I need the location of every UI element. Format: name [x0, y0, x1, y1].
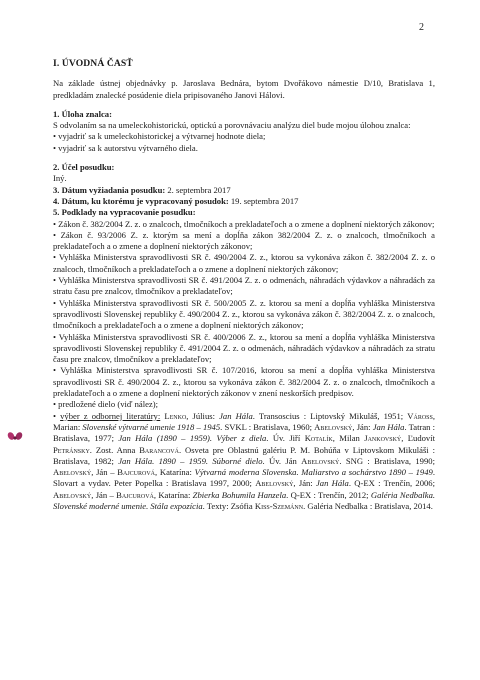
author: Abelovský [53, 467, 92, 478]
book-title: Jan Hála (1890 – 1959). Výber z diela [118, 433, 267, 444]
margin-mark-icon [5, 429, 27, 443]
sources-heading: 5. Podklady na vypracovanie posudku: [53, 207, 196, 218]
source-item: • Vyhláška Ministerstva spravodlivosti SR č. 500/2005 Z. z. ktorou sa mení a dopĺňa vyhláška Ministerstva spravodlivosti Slovenskej republiky č. 490/2004 Z. z., ktorou sa vykonáva zákon č. 382/2004 Z. z. o znalcoch, tlmočníkoch a prekladateľoch a o zmene a doplnení niektorých zákonov; [53, 297, 435, 331]
source-item: • Vyhláška Ministerstva spravodlivosti SR č. 491/2004 Z. z. o odmenách, náhradách výdavkov a náhradách za stratu času pre znalcov, tlmočníkov a prekladateľov; [53, 275, 435, 297]
author: Petránsky [53, 444, 90, 455]
author: Kiss-Szemánn [254, 500, 304, 511]
task-item: • vyjadriť sa k autorstvu výtvarného diela. [53, 142, 198, 153]
author: Lenko [164, 410, 187, 421]
literature-label: výber z odbornej literatúry: [60, 410, 161, 421]
book-title: Jan Hála. 1890 – 1959. Súborné dielo [118, 455, 263, 466]
request-date-heading: 3. Dátum vyžiadania posudku: [53, 184, 166, 195]
intro-paragraph: Na základe ústnej objednávky p. Jaroslava Bednára, bytom Dvořákovo námestie D/10, Bratislava 1, predkladám znalecké posúdenie diela pripisovaného Janovi Hálovi. [53, 78, 435, 100]
task-list [53, 131, 435, 154]
document-body [53, 58, 435, 512]
task-heading: 1. Úloha znalca: [53, 108, 112, 119]
author: Barancová [139, 444, 179, 455]
book-title: Jan Hála [219, 410, 253, 421]
report-date-line [53, 196, 435, 207]
page-number: 2 [419, 22, 424, 33]
task-text: S odvolaním sa na umeleckohistorickú, optickú a porovnávaciu analýzu diel bude mojou úlohou znalca: [53, 120, 411, 131]
book-title: Jan Hála [372, 421, 405, 432]
source-item: • Vyhláška Ministerstva spravodlivosti SR č. 490/2004 Z. z., ktorou sa vykonáva zákon č. 382/2004 Z. z. o znalcoch, tlmočníkoch a prekladateľoch a o zmene a doplnení niektorých zákonov; [53, 252, 435, 274]
author: Bajcurová [117, 467, 156, 478]
source-item: • Vyhláška Ministerstva spravodlivosti SR č. 400/2006 Z. z., ktorou sa mení a dopĺňa vyhláška Ministerstva spravodlivosti Slovenskej republiky č. 491/2004 Z. z. o odmenách, náhradách výdavkov a náhradách za stratu času pre znalcov, tlmočníkov a prekladateľov; [53, 331, 435, 365]
author: Váross [407, 410, 433, 421]
source-item: • Zákon č. 93/2006 Z. z. ktorým sa mení a dopĺňa zákon 382/2004 Z. z. o znalcoch, tlmočníkoch a prekladateľoch a o zmene a doplnení niektorých zákonov; [53, 229, 435, 252]
author: Abelovský [255, 478, 294, 489]
source-item: • Vyhláška Ministerstva spravodlivosti SR č. 107/2016, ktorou sa mení a dopĺňa vyhláška Ministerstva spravodlivosti SR č. 490/2004 Z. z., ktorou sa vykonáva zákon č. 382/2004 Z. z. o znalcoch, tlmočníkoch a prekladateľoch a o zmene a doplnení niektorých zákonov v znení neskorších predpisov. [53, 365, 435, 399]
author: Abelovský [301, 455, 340, 466]
book-title: Jan Hála [315, 478, 349, 489]
author: Abelovský [314, 421, 353, 432]
book-title: Galéria Nedbalka. Slovenské moderné umenie. Stála expozícia [53, 489, 436, 511]
report-date-heading: 4. Dátum, ku ktorému je vypracovaný posudok: [53, 195, 229, 206]
request-date-value: 2. septembra 2017 [165, 184, 231, 195]
purpose-heading: 2. Účel posudku: [53, 162, 115, 173]
purpose-text: Iný. [53, 173, 67, 184]
report-date-value: 19. septembra 2017 [228, 195, 299, 206]
author: Kotalík [304, 433, 333, 444]
source-item: • predložené dielo (viď nález); [53, 399, 158, 410]
section-title: I. ÚVODNÁ ČASŤ [53, 58, 133, 69]
book-title: Výtvarná moderna Slovenska. Maliarstvo a sochárstvo 1890 – 1949 [194, 467, 433, 478]
author: Bajcurová [116, 489, 154, 500]
literature-item: • výber z odbornej literatúry: Lenko, Július: Jan Hála. Transoscius : Liptovský Mikuláš, 1951; Váross, Marian: Slovenské výtvarné umenie 1918 – 1945. SVKL : Bratislava, 1960; Abelovský, Ján: Jan Hála. Tatran : Bratislava, 1977; Jan Hála (1890 – 1959). Výber z diela. Úv. Jiří Kotalík, Milan Jankovský, Ľudovít Petránsky. Zost. Anna Barancová. Osveta pre Oblastnú galériu P. M. Bohúňa v Liptovskom Mikuláši : Bratislava, 1982; Jan Hála. 1890 – 1959. Súborné dielo. Úv. Ján Abelovský. SNG : Bratislava, 1990; Abelovský, Ján – Bajcurová, Katarína: Výtvarná moderna Slovenska. Maliarstvo a sochárstvo 1890 – 1949. Slovart a vydav. Peter Popelka : Bratislava 1997, 2000; Abelovský, Ján: Jan Hála. Q-EX : Trenčín, 2006; Abelovský, Ján – Bajcurová, Katarína: Zbierka Bohumila Hanzela. Q-EX : Trenčín, 2012; Galéria Nedbalka. Slovenské moderné umenie. Stála expozícia. Texty: Zsófia Kiss-Szemánn. Galéria Nedbalka : Bratislava, 2014. [53, 410, 436, 511]
author: Abelovský [53, 489, 92, 500]
request-date-line [53, 185, 435, 196]
book-title: Zbierka Bohumila Hanzela [192, 489, 287, 500]
book-title: Slovenské výtvarné umenie 1918 – 1945 [82, 421, 221, 432]
author: Jankovský [364, 433, 402, 444]
source-item: • Zákon č. 382/2004 Z. z. o znalcoch, tlmočníkoch a prekladateľoch a o zmene a doplnení niektorých zákonov; [53, 218, 435, 229]
task-item: • vyjadriť sa k umeleckohistorickej a výtvarnej hodnote diela; [53, 131, 266, 142]
sources-list [53, 219, 435, 513]
bullet: • [53, 410, 61, 421]
